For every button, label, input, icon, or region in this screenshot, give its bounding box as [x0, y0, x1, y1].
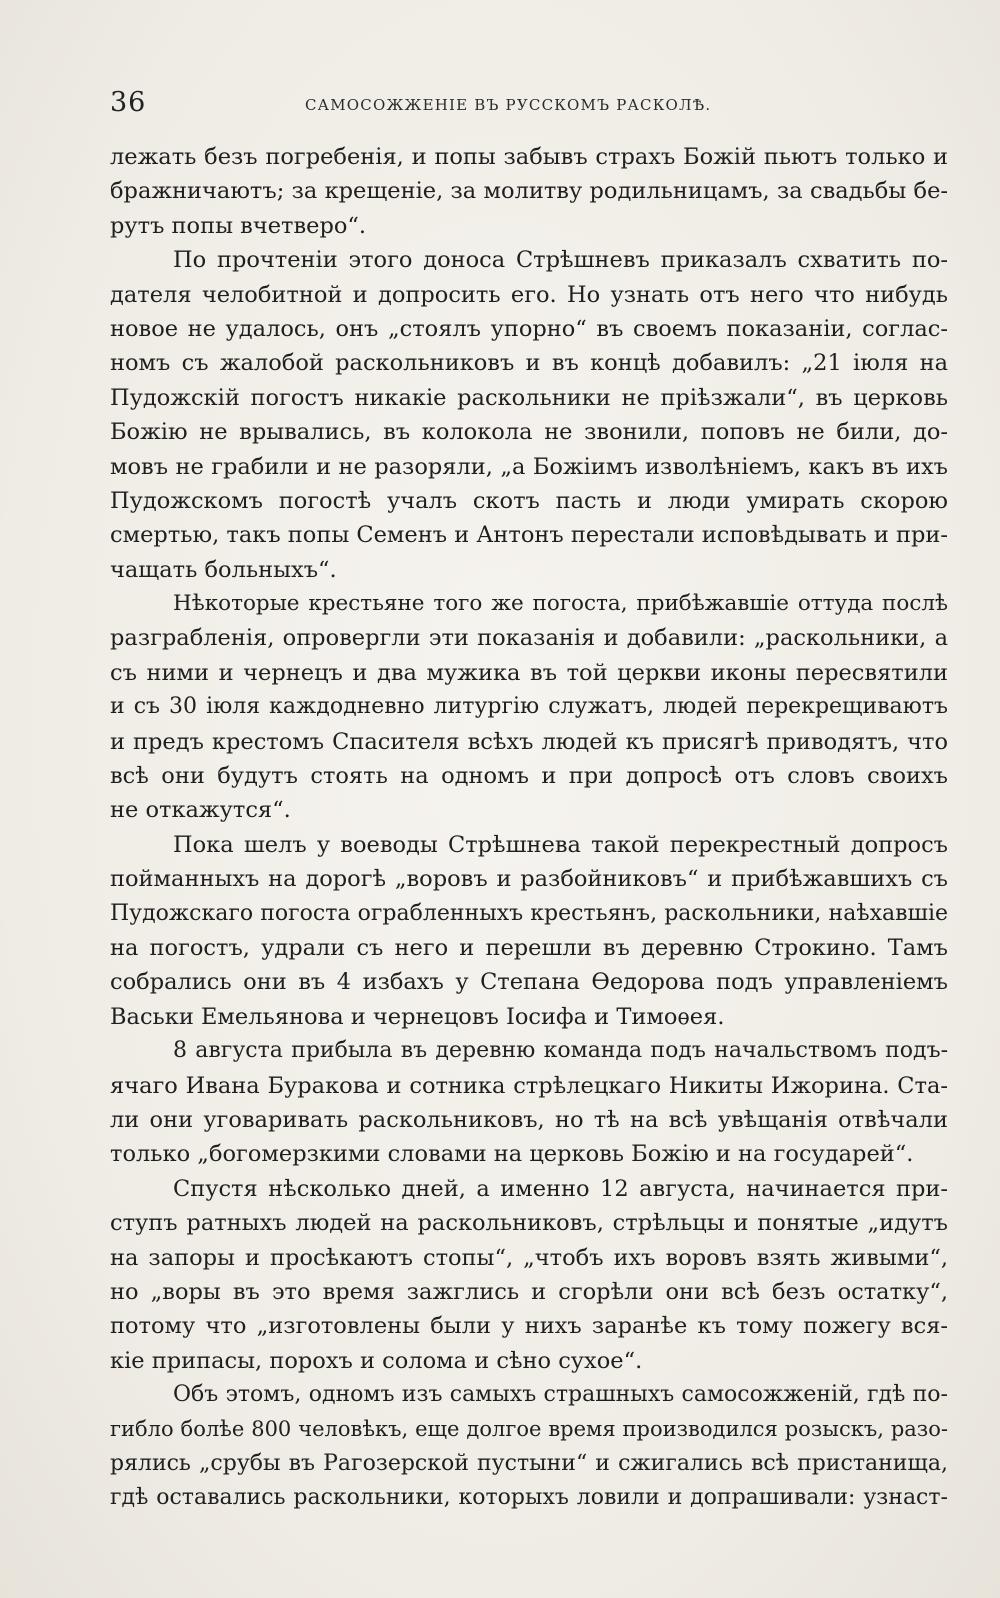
text-line: разграбленія, опровергли эти показанія и добавили: „раскольники, а: [110, 625, 948, 652]
text-line: съ ними и чернецъ и два мужика въ той церкви иконы пересвятили: [110, 659, 948, 686]
text-line: Спустя нѣсколько дней, а именно 12 августа, начинается при-: [173, 1175, 948, 1202]
text-line: ли они уговаривать раскольниковъ, но тѣ на всѣ увѣщанія отвѣчали: [110, 1106, 948, 1133]
text-line: и предъ крестомъ Спасителя всѣхъ людей къ присягѣ приводятъ, что: [110, 728, 948, 755]
text-line: номъ съ жалобой раскольниковъ и въ концѣ добавилъ: „21 іюля на: [110, 350, 948, 377]
text-line: Божію не врывались, въ колокола не звонили, поповъ не били, до-: [110, 419, 948, 446]
page-number: 36: [110, 87, 147, 118]
running-head: [110, 86, 945, 126]
text-line: Васьки Емельянова и чернецовъ Іосифа и Тимоѳея.: [110, 1003, 725, 1030]
text-line: потому что „изготовлены были у нихъ заранѣе къ тому пожегу вся-: [110, 1313, 948, 1340]
text-line: 8 августа прибыла въ деревню команда подъ начальствомъ подъ-: [173, 1038, 948, 1064]
text-line: и съ 30 іюля каждодневно литургію служатъ, людей перекрещиваютъ: [110, 694, 948, 720]
text-line: новое не удалось, онъ „стоялъ упорно“ въ своемъ показаніи, соглас-: [110, 315, 948, 342]
text-line: на запоры и просѣкаютъ стопы“, „чтобъ ихъ воровъ взять живыми“,: [110, 1244, 948, 1271]
text-line: гдѣ оставались раскольники, которыхъ ловили и допрашивали: узнаст-: [110, 1485, 948, 1511]
text-line: рялись „срубы въ Рагозерской пустыни“ и сжигались всѣ пристанища,: [110, 1450, 948, 1476]
text-line: бражничаютъ; за крещеніе, за молитву родильницамъ, за свадьбы бе-: [110, 178, 948, 205]
text-line: рутъ попы вчетверо“.: [110, 212, 367, 239]
text-line: чащать больныхъ“.: [110, 556, 337, 583]
text-line: По прочтеніи этого доноса Стрѣшневъ приказалъ схватить по-: [173, 247, 948, 274]
text-line: собрались они въ 4 избахъ у Степана Ѳедорова подъ управленіемъ: [110, 969, 948, 996]
text-line: ступъ ратныхъ людей на раскольниковъ, стрѣльцы и понятые „идутъ: [110, 1210, 948, 1237]
text-line: ячаго Ивана Буракова и сотника стрѣлецкаго Никиты Ижорина. Ста-: [110, 1072, 948, 1099]
text-line: всѣ они будутъ стоять на одномъ и при допросѣ отъ словъ своихъ: [110, 763, 948, 790]
body-text: [110, 140, 948, 1516]
text-line: на погостъ, удрали съ него и перешли въ деревню Строкино. Тамъ: [110, 934, 948, 961]
text-line: только „богомерзкими словами на церковь Божію и на государей“.: [110, 1141, 914, 1168]
text-line: Пудожскомъ погостѣ учалъ скотъ пасть и люди умирать скорою: [110, 487, 948, 514]
text-line: Пудожскій погостъ никакіе раскольники не пріѣзжали“, въ церковь: [110, 384, 948, 411]
running-title: САМОСОЖЖЕНIЕ ВЪ РУССКОМЪ РАСКОЛѢ.: [305, 96, 712, 114]
text-line: Нѣкоторые крестьяне того же погоста, прибѣжавшіе оттуда послѣ: [173, 591, 948, 617]
text-line: Объ этомъ, одномъ изъ самыхъ страшныхъ самосожженій, гдѣ по-: [173, 1382, 948, 1408]
text-line: не откажутся“.: [110, 797, 291, 824]
text-line: смертью, такъ попы Семенъ и Антонъ перестали исповѣдывать и при-: [110, 522, 949, 549]
text-line: гибло болѣе 800 человѣкъ, еще долгое время производился розыскъ, разо-: [110, 1417, 948, 1442]
text-line: мовъ не грабили и не разоряли, „а Божіимъ изволѣніемъ, какъ въ ихъ: [110, 453, 948, 480]
text-line: лежать безъ погребенія, и попы забывъ страхъ Божій пьютъ только и: [110, 144, 948, 170]
text-line: кіе припасы, порохъ и солома и сѣно сухое“.: [110, 1347, 643, 1374]
text-line: дателя челобитной и допросить его. Но узнать отъ него что нибудь: [110, 281, 948, 308]
text-line: но „воры въ это время зажглись и сгорѣли они всѣ безъ остатку“,: [110, 1278, 948, 1305]
text-line: Пока шелъ у воеводы Стрѣшнева такой перекрестный допросъ: [173, 831, 948, 858]
text-line: пойманныхъ на дорогѣ „воровъ и разбойниковъ“ и прибѣжавшихъ съ: [110, 866, 948, 893]
text-line: Пудожскаго погоста ограбленныхъ крестьянъ, раскольники, наѣхавшіе: [110, 900, 948, 926]
